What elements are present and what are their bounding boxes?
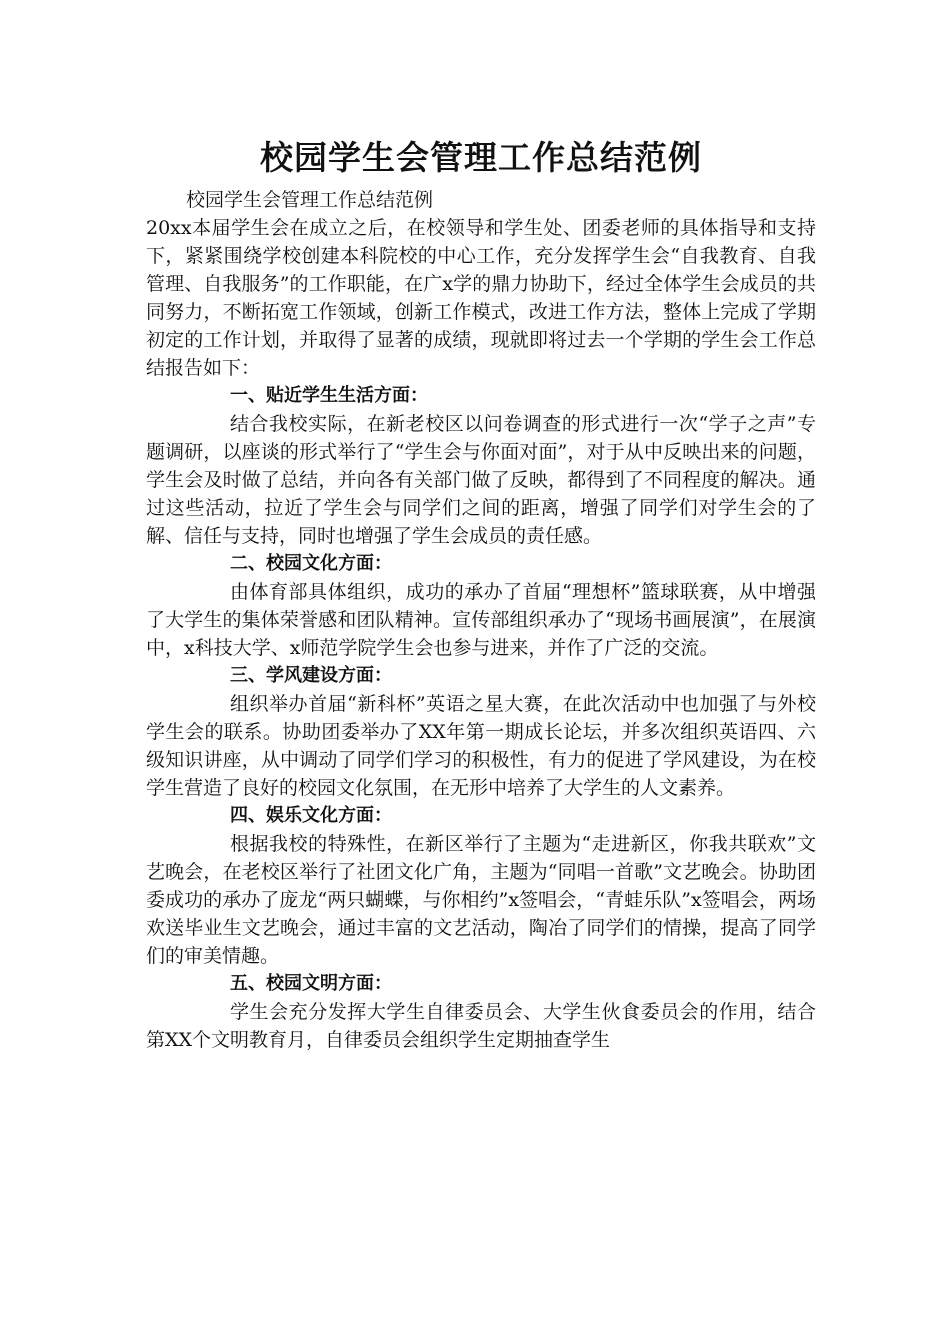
section-body-4: 根据我校的特殊性，在新区举行了主题为“走进新区，你我共联欢”文艺晚会，在老校区举行了社团文化广角，主题为“同唱一首歌”文艺晚会。协助团委成功的承办了庞龙“两只蝴蝶，与你相约”x签唱会，“青蛙乐队”x签唱会，两场欢送毕业生文艺晚会，通过丰富的文艺活动，陶冶了同学们的情操，提高了同学们的审美情趣。 bbox=[146, 833, 816, 967]
section-heading-2: 二、校园文化方面： bbox=[230, 553, 392, 574]
section-body-1: 结合我校实际，在新老校区以问卷调查的形式进行一次“学子之声”专题调研，以座谈的形式举行了“学生会与你面对面”，对于从中反映出来的问题，学生会及时做了总结，并向各有关部门做了反映，都得到了不同程度的解决。通过这些活动，拉近了学生会与同学们之间的距离，增强了同学们对学生会的了解、信任与支持，同时也增强了学生会成员的责任感。 bbox=[146, 413, 816, 547]
section-heading-3: 三、学风建设方面： bbox=[230, 665, 392, 686]
intro-paragraph: 20xx本届学生会在成立之后，在校领导和学生处、团委老师的具体指导和支持下，紧紧围绕学校创建本科院校的中心工作，充分发挥学生会“自我教育、自我管理、自我服务”的工作职能，在广x学的鼎力协助下，经过全体学生会成员的共同努力，不断拓宽工作领域，创新工作模式，改进工作方法，整体上完成了学期初定的工作计划，并取得了显著的成绩，现就即将过去一个学期的学生会工作总结报告如下： bbox=[146, 217, 816, 379]
section-body-2: 由体育部具体组织，成功的承办了首届“理想杯”篮球联赛，从中增强了大学生的集体荣誉感和团队精神。宣传部组织承办了“现场书画展演”，在展演中，x科技大学、x师范学院学生会也参与进来，并作了广泛的交流。 bbox=[146, 581, 816, 659]
document-page bbox=[146, 130, 816, 1054]
section-heading-4: 四、娱乐文化方面： bbox=[230, 805, 392, 826]
section-heading-1: 一、贴近学生生活方面： bbox=[230, 385, 428, 406]
section-body-5: 学生会充分发挥大学生自律委员会、大学生伙食委员会的作用，结合第XX个文明教育月，自律委员会组织学生定期抽查学生 bbox=[146, 1001, 816, 1051]
section-body-3: 组织举办首届“新科杯”英语之星大赛，在此次活动中也加强了与外校学生会的联系。协助团委举办了XX年第一期成长论坛，并多次组织英语四、六级知识讲座，从中调动了同学们学习的积极性，有力的促进了学风建设，为在校学生营造了良好的校园文化氛围，在无形中培养了大学生的人文素养。 bbox=[146, 693, 816, 799]
document-subtitle: 校园学生会管理工作总结范例 bbox=[186, 189, 434, 211]
section-heading-5: 五、校园文明方面： bbox=[230, 973, 392, 994]
document-title: 校园学生会管理工作总结范例 bbox=[260, 138, 702, 177]
